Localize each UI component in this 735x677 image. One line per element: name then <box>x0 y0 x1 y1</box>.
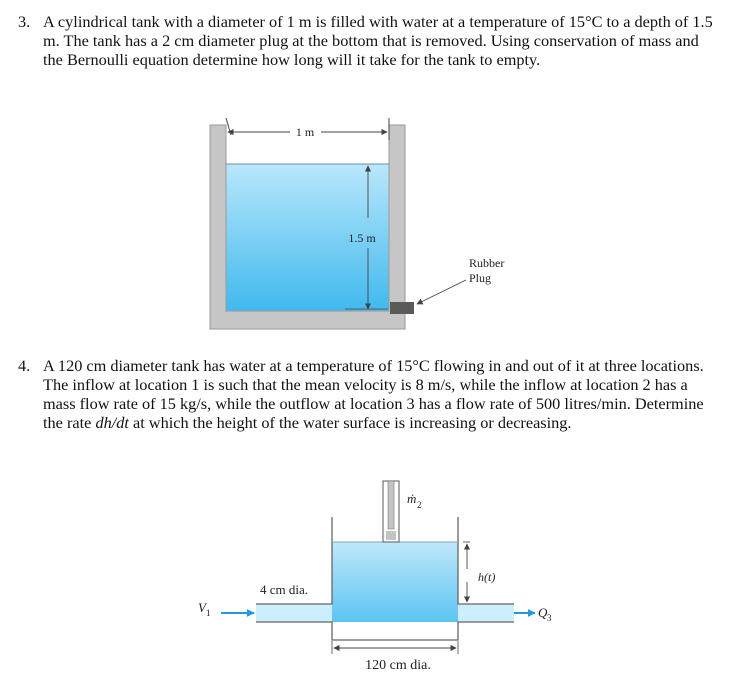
q3-label: Q <box>538 605 548 620</box>
rubber-plug <box>390 302 414 314</box>
problem-4-text-part1: A 120 cm diameter tank has water at a temperature of 15°C flowing in and out of it at three locations. The inflow at location 1 is such that the mean velocity is 8 m/s, while the inflow at location 2 has a mass flow rate of 15 kg/s, while the outflow at location 3 has a flow rate of 500 litres/min. Determine the rate <box>43 356 704 432</box>
tank-bottom <box>256 622 514 640</box>
diameter-label: 1 m <box>295 125 315 139</box>
tank-dia-label: 120 cm dia. <box>365 658 431 673</box>
rate-symbol: dh/dt <box>95 413 129 432</box>
tank-figure-2 <box>198 481 552 673</box>
plug-label-line2: Plug <box>469 271 492 285</box>
problem-3-text: A cylindrical tank with a diameter of 1 m is filled with water at a temperature of 15°C to a depth of 1.5 m. The tank has a 2 cm diameter plug at the bottom that is removed. Using conservation of mass and the Bernoulli equation determine how long will it take for the tank to empty. <box>43 12 713 69</box>
height-label: h(t) <box>478 570 496 584</box>
problem-4-text-part2: at which the height of the water surface is increasing or decreasing. <box>128 413 572 432</box>
inlet-pipe-water <box>256 604 332 622</box>
v1-subscript: 1 <box>206 608 211 618</box>
tank-right-wall <box>458 517 514 604</box>
v1-label: V <box>198 600 206 615</box>
depth-label: 1.5 m <box>348 231 376 245</box>
tank-figure-1 <box>210 118 504 329</box>
q3-subscript: 3 <box>547 613 552 623</box>
m2-subscript: 2 <box>417 500 422 510</box>
plug-label-line1: Rubber <box>469 256 505 270</box>
problem-4-number: 4. <box>18 356 31 375</box>
problem-3-number: 3. <box>18 12 31 31</box>
water-2 <box>332 542 458 622</box>
plug-leader <box>417 280 466 304</box>
inflow-pipe-2-core <box>388 481 394 529</box>
m2-label: ṁ <box>407 491 417 506</box>
pipe-dia-label: 4 cm dia. <box>260 582 309 597</box>
outlet-pipe-water <box>458 604 514 622</box>
